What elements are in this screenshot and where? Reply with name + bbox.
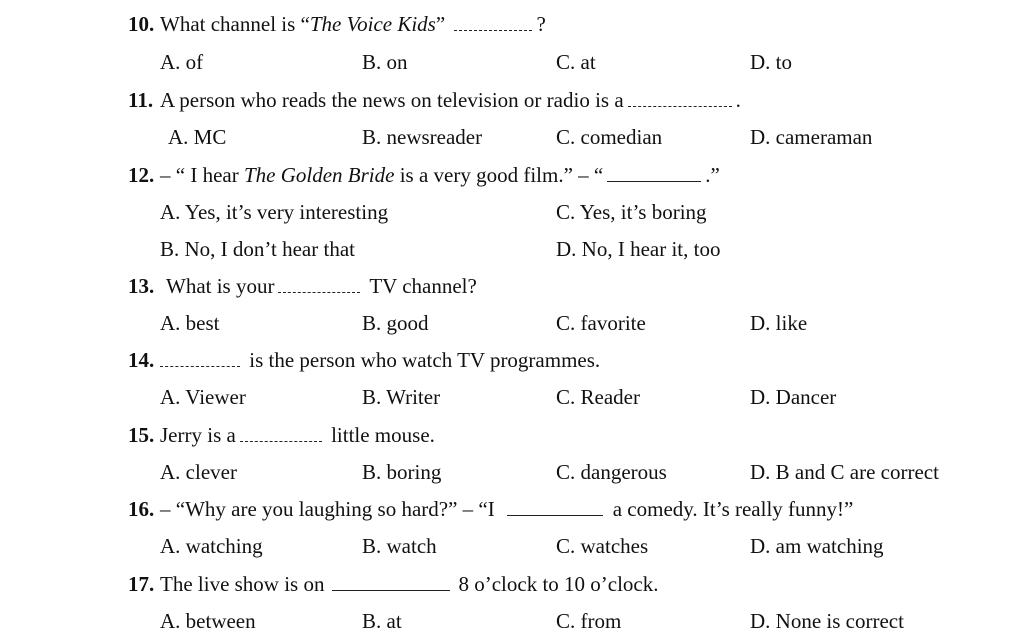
question-14	[0, 345, 1024, 375]
option-d: D. to	[750, 50, 792, 74]
option-d: D. am watching	[750, 534, 884, 558]
question-text: The live show is on 8 o’clock to 10 o’clock.	[160, 572, 659, 596]
options-row	[0, 382, 1024, 412]
option-c: C. at	[556, 50, 596, 74]
answer-blank	[607, 161, 701, 182]
option-b: B. newsreader	[362, 125, 483, 149]
option-b: B. watch	[362, 534, 437, 558]
option-c: C. dangerous	[556, 460, 667, 484]
option-c: C. Reader	[556, 385, 640, 409]
option-c: C. from	[556, 609, 622, 633]
option-d: D. Dancer	[750, 385, 837, 409]
question-text: What channel is “The Voice Kids” ?	[160, 12, 546, 36]
options-row	[0, 531, 1024, 561]
question-number: 13.	[128, 274, 155, 298]
question-16	[0, 494, 1024, 524]
answer-blank	[160, 346, 240, 367]
option-a: A. watching	[160, 534, 263, 558]
option-b: B. Writer	[362, 385, 441, 409]
options-row	[0, 197, 1024, 227]
question-number: 15.	[128, 423, 155, 447]
answer-blank	[628, 86, 732, 107]
question-15	[0, 420, 1024, 450]
option-a: A. Yes, it’s very interesting	[160, 200, 389, 224]
question-text: What is your TV channel?	[166, 274, 477, 298]
answer-blank	[332, 570, 450, 591]
film-title: The Golden Bride	[243, 163, 395, 187]
option-b: B. at	[362, 609, 402, 633]
question-number: 10.	[128, 12, 155, 36]
option-b: B. on	[362, 50, 408, 74]
options-row	[0, 47, 1024, 77]
question-number: 17.	[128, 572, 155, 596]
option-d: D. B and C are correct	[750, 460, 939, 484]
option-c: C. comedian	[556, 125, 663, 149]
option-b: B. good	[362, 311, 429, 335]
option-a: A. MC	[168, 125, 227, 149]
question-number: 11.	[128, 88, 154, 112]
question-10	[0, 9, 1024, 39]
answer-blank	[454, 10, 532, 31]
option-c: C. favorite	[556, 311, 646, 335]
answer-blank	[507, 495, 603, 516]
answer-blank	[278, 272, 360, 293]
question-text: A person who reads the news on television or radio is a .	[160, 88, 741, 112]
question-text: is the person who watch TV programmes.	[160, 345, 600, 375]
options-row	[0, 457, 1024, 487]
question-13	[0, 271, 1024, 301]
options-row	[0, 308, 1024, 338]
question-number: 14.	[128, 348, 155, 372]
option-b: B. boring	[362, 460, 442, 484]
option-d: D. like	[750, 311, 808, 335]
question-17	[0, 569, 1024, 599]
options-row	[0, 606, 1024, 636]
question-12	[0, 160, 1024, 190]
option-d: D. cameraman	[750, 125, 873, 149]
option-d: D. None is correct	[750, 609, 904, 633]
option-a: A. between	[160, 609, 256, 633]
option-a: A. clever	[160, 460, 237, 484]
question-number: 16.	[128, 497, 155, 521]
show-title: The Voice Kids	[309, 12, 436, 36]
option-b: B. No, I don’t hear that	[160, 237, 355, 261]
options-row	[0, 234, 1024, 264]
options-row	[0, 122, 1024, 152]
option-a: A. Viewer	[160, 385, 246, 409]
question-number: 12.	[128, 163, 155, 187]
question-text: – “Why are you laughing so hard?” – “I a comedy. It’s really funny!”	[160, 497, 854, 521]
option-d: D. No, I hear it, too	[556, 237, 721, 261]
question-text: – “ I hear The Golden Bride is a very good film.” – “ .”	[160, 163, 720, 187]
option-a: A. best	[160, 311, 220, 335]
question-11	[0, 85, 1024, 115]
option-a: A. of	[160, 50, 204, 74]
option-c: C. Yes, it’s boring	[556, 200, 707, 224]
option-c: C. watches	[556, 534, 649, 558]
answer-blank	[240, 421, 322, 442]
question-text: Jerry is a little mouse.	[160, 423, 435, 447]
